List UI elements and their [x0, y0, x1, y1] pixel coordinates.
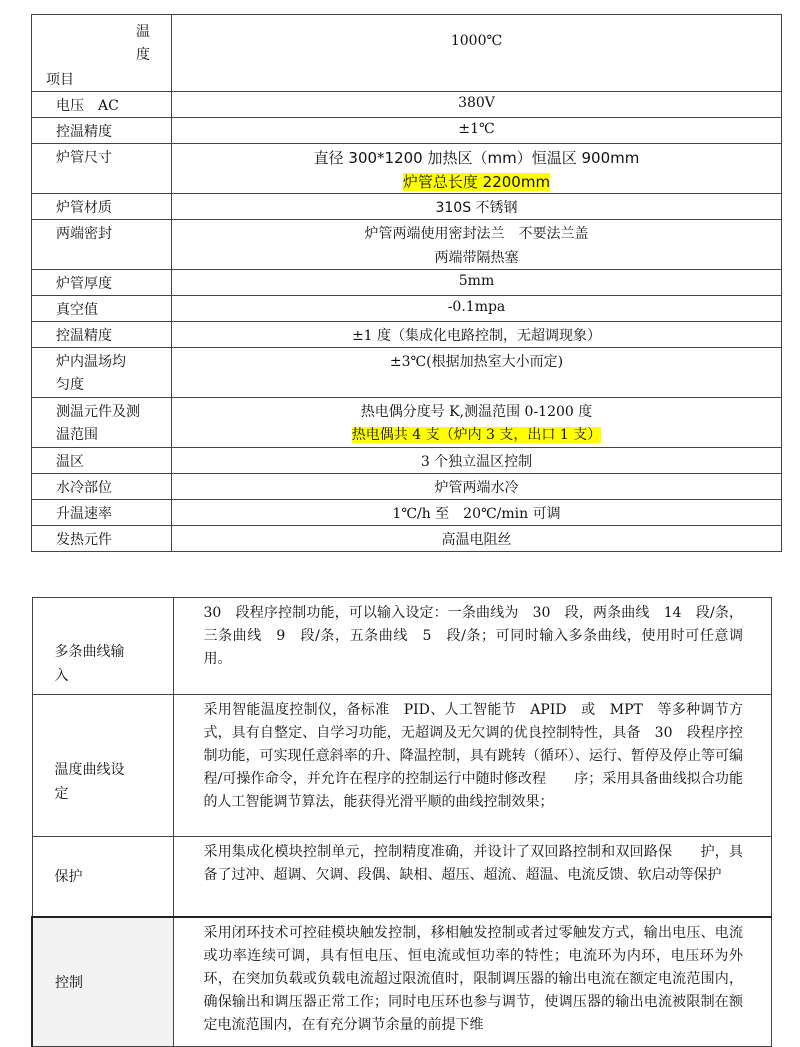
spec-label: 两端密封 [56, 226, 112, 242]
spec-row [32, 296, 782, 322]
spec-label-cell [32, 322, 172, 348]
spec-value-line: 炉管两端水冷 [434, 480, 519, 496]
spec-row [32, 526, 782, 552]
feature-label: 多条曲线输 [54, 644, 125, 660]
spec-value-line: 5mm [458, 273, 495, 289]
spec-header-row [32, 15, 782, 92]
feature-description: 采用智能温度控制仪，备标准 PID、人工智能节 APID 或 MPT 等多种调节方式，具有自整定、自学习功能，无超调及无欠调的优良控制特性，具备 30 段程序控制功能，可实现任意斜率的升、降温控制，具有跳转（循环）、运行、暂停及停止等可编程/可操作命令，并允许在程序的控制运行中随时修改程 序；采用具备曲线拟合功能的人工智能调节算法，能获得光滑平顺的曲线控制效果； [173, 695, 772, 837]
corner-mid-label: 度 [136, 47, 150, 63]
spec-row [32, 500, 782, 526]
features-table [31, 597, 772, 1047]
spec-value-line: ±3℃(根据加热室大小而定) [389, 354, 564, 370]
spec-value-line: 炉管两端使用密封法兰 不要法兰盖 [364, 226, 589, 242]
feature-description: 采用集成化模块控制单元，控制精度准确，并设计了双回路控制和双回路保 护，具备了过冲、超调、欠调、段偶、缺相、超压、超流、超温、电流反馈、软启动等保护 [173, 837, 772, 917]
spec-row [32, 398, 782, 448]
spec-label-cell [32, 194, 172, 220]
spec-label: 炉内温场均 [56, 354, 126, 370]
temperature-value: 1000℃ [172, 15, 782, 92]
spec-label-line2: 匀度 [56, 377, 84, 393]
spec-value-cell [172, 144, 782, 194]
spec-row [32, 348, 782, 398]
spec-label-cell [32, 398, 172, 448]
feature-label-cell [32, 598, 173, 695]
spec-value-line: ±1 度（集成化电路控制，无超调现象） [351, 328, 602, 344]
spec-label: 发热元件 [56, 532, 112, 548]
feature-label-cell [32, 695, 173, 837]
spec-value-cell [172, 194, 782, 220]
feature-label-cell [32, 837, 173, 917]
spec-row [32, 448, 782, 474]
spec-row [32, 270, 782, 296]
feature-row [32, 695, 772, 837]
spec-label-cell [32, 500, 172, 526]
spec-value-cell [172, 296, 782, 322]
spec-label-cell [32, 448, 172, 474]
feature-label-line2: 定 [54, 785, 69, 802]
spec-value-cell [172, 526, 782, 552]
spec-label: 测温元件及测 [56, 404, 140, 420]
spec-value-line: 直径 300*1200 加热区（mm）恒温区 900mm [313, 149, 640, 167]
spec-value-cell [172, 500, 782, 526]
spec-label-cell [32, 296, 172, 322]
spec-label: 温区 [56, 454, 84, 470]
spec-label: 控温精度 [56, 124, 112, 140]
spec-table [31, 14, 782, 552]
spec-value-line: 热电偶分度号 K,测温范围 0-1200 度 [360, 404, 593, 420]
feature-label: 控制 [55, 974, 83, 991]
spec-value-cell [172, 270, 782, 296]
spec-row [32, 92, 782, 118]
spec-value-line: 310S 不锈钢 [435, 200, 518, 216]
spec-label-cell [32, 474, 172, 500]
spec-value-line: 两端带隔热塞 [434, 250, 519, 266]
spec-row [32, 474, 782, 500]
spec-label: 炉管厚度 [56, 276, 112, 292]
spec-value-line: ±1℃ [458, 121, 495, 137]
spec-value-cell [172, 92, 782, 118]
spec-label: 炉管尺寸 [56, 150, 112, 166]
spec-label-cell [32, 270, 172, 296]
spec-label: 电压 AC [56, 98, 119, 114]
spec-value-cell [172, 322, 782, 348]
spec-label-cell [32, 144, 172, 194]
spec-value-line: 1℃/h 至 20℃/min 可调 [392, 506, 561, 522]
spec-row [32, 118, 782, 144]
spec-label-cell [32, 348, 172, 398]
spec-value-cell [172, 348, 782, 398]
feature-description: 30 段程序控制功能，可以输入设定：一条曲线为 30 段，两条曲线 14 段/条，三条曲线 9 段/条，五条曲线 5 段/条；可同时输入多条曲线，使用时可任意调用。 [173, 598, 772, 695]
feature-row [32, 837, 772, 917]
feature-row [32, 598, 772, 695]
spec-row [32, 194, 782, 220]
spec-value-cell [172, 448, 782, 474]
spec-label: 炉管材质 [56, 200, 112, 216]
spec-value-line: -0.1mpa [447, 299, 506, 315]
feature-description: 采用闭环技术可控硅模块触发控制，移相触发控制或者过零触发方式，输出电压、电流或功率连续可调，具有恒电压、恒电流或恒功率的特性；电流环为内环，电压环为外环，在突加负载或负载电流超过限流值时，限制调压器的输出电流在额定电流范围内，确保输出和调压器正常工作；同时电压环也参与调节，使调压器的输出电流被限制在额定电流范围内，在有充分调节余量的前提下维 [173, 917, 772, 1047]
corner-top-label: 温 [136, 24, 150, 40]
spec-label: 真空值 [56, 302, 98, 318]
spec-label-cell [32, 526, 172, 552]
spec-row [32, 144, 782, 194]
feature-label-line2: 入 [54, 668, 69, 684]
spec-value-line: 380V [458, 95, 495, 111]
spec-value-line: 3 个独立温区控制 [420, 454, 533, 470]
spec-label-cell [32, 92, 172, 118]
spec-label-cell [32, 220, 172, 270]
feature-label: 保护 [54, 869, 83, 886]
spec-row [32, 322, 782, 348]
spec-label: 水冷部位 [56, 480, 112, 496]
spec-value-cell [172, 220, 782, 270]
feature-label-cell [32, 917, 173, 1047]
spec-label: 控温精度 [56, 328, 112, 344]
spec-highlight-text: 炉管总长度 2200mm [402, 173, 551, 191]
corner-bottom-label: 项目 [46, 72, 74, 88]
spec-value-cell [172, 398, 782, 448]
spec-highlight-text: 热电偶共 4 支（炉内 3 支，出口 1 支） [351, 427, 602, 443]
spec-label-line2: 温范围 [56, 427, 98, 443]
spec-value-cell [172, 474, 782, 500]
spec-value-cell [172, 118, 782, 144]
feature-row [32, 917, 772, 1047]
spec-label: 升温速率 [56, 506, 112, 522]
feature-label: 温度曲线设 [54, 761, 125, 778]
spec-label-cell [32, 118, 172, 144]
corner-header-cell [32, 15, 172, 92]
spec-row [32, 220, 782, 270]
spec-value-line: 高温电阻丝 [441, 532, 512, 548]
